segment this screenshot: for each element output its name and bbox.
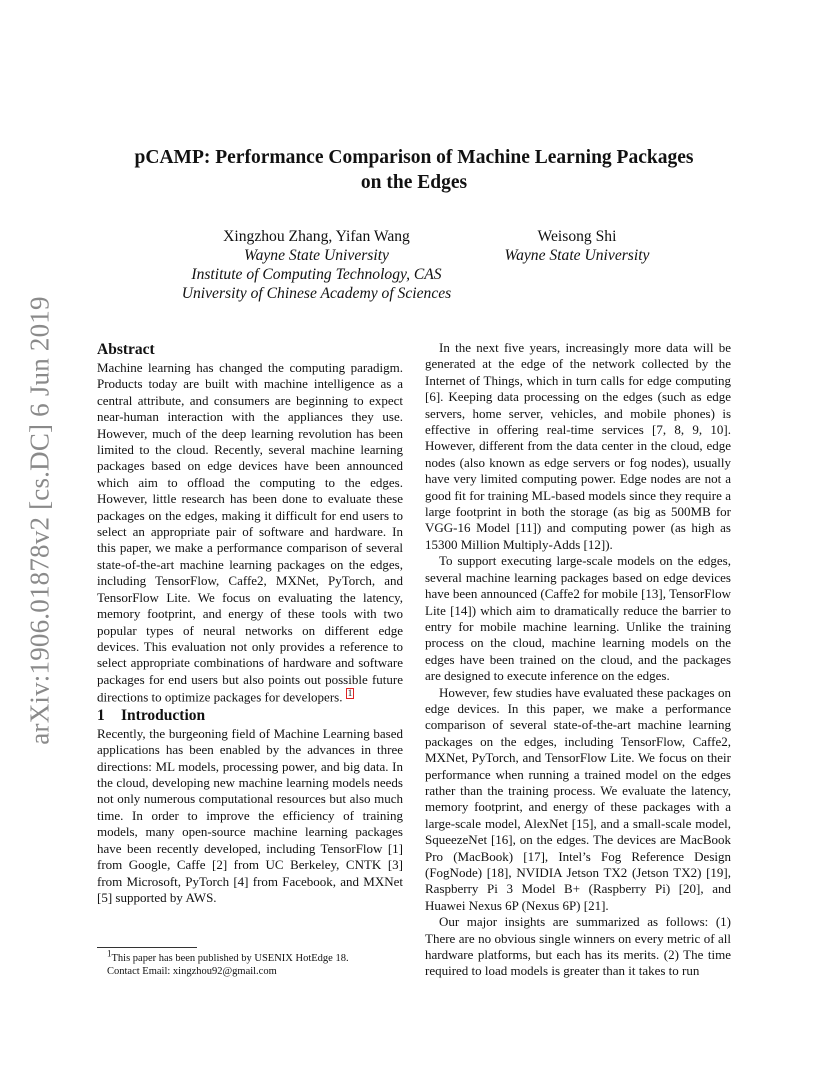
section-number: 1: [97, 706, 105, 724]
title-line-1: pCAMP: Performance Comparison of Machine Learning Packages: [134, 147, 694, 168]
section-title: Introduction: [121, 706, 206, 724]
author-names: Xingzhou Zhang, Yifan Wang: [223, 228, 410, 245]
author-names: Weisong Shi: [537, 228, 617, 245]
footnote-divider: [97, 947, 197, 948]
intro-paragraph-3: To support executing large-scale models on the edges, several machine learning packages based on edge devices have been announced (Caffe2 for mobile [13], TensorFlow Lite [14]) which aim to dramatically reduce the barrier to entry for mobile machine learning. Unlike the training process on the cloud, machine learning models on the edges have been trained on the cloud, and the packages are designed to execute inference on the edges.: [425, 553, 731, 684]
intro-paragraph-4: However, few studies have evaluated these packages on edge devices. In this paper, we make a performance comparison of several state-of-the-art machine learning packages on the edges, including TensorFlow, Caffe2, MXNet, PyTorch, and TensorFlow Lite. We focus on their performance when running a trained model on the edges rather than the training process. We evaluate the latency, memory footprint, and energy of these packages with a large-scale model, AlexNet [15], and a small-scale model, SqueezeNet [16], on the edges. The devices are MacBook Pro (MacBook) [17], Intel’s Fog Reference Design (FogNode) [18], NVIDIA Jetson TX2 (Jetson TX2) [19], Raspberry Pi 3 Model B+ (Raspberry Pi) [20], and Huawei Nexus 6P (Nexus 6P) [21].: [425, 684, 731, 913]
footnote-mark: 1: [107, 948, 112, 959]
author-block-2: [480, 227, 674, 265]
author-block-1: [150, 227, 483, 303]
intro-paragraph-2: In the next five years, increasingly more data will be generated at the edge of the network collected by the Internet of Things, which in turn calls for edge computing [6]. Keeping data processing on the edges (such as edge servers, home server, vehicles, and mobile phones) is effective in offering real-time services [7, 8, 9, 10]. However, different from the data center in the cloud, edge nodes (also known as edge servers or fog nodes), usually have very limited computing power. Edge nodes are not a good fit for training ML-based models since they require a large footprint in both the storage (as big as 500MB for VGG-16 Model [11]) and computing power (as high as 15300 Million Multiply-Adds [12]).: [425, 340, 731, 552]
author-affiliation: Institute of Computing Technology, CAS: [191, 266, 442, 283]
abstract-text: [97, 360, 403, 706]
abstract-body: Machine learning has changed the computing paradigm. Products today are built with machine intelligence as a central attribute, and consumers are beginning to expect near-human interaction with the appliances they use. However, much of the deep learning revolution has been limited to the cloud. Recently, several machine learning packages based on edge devices have been announced which aim to offload the computing to the edges. However, little research has been done to evaluate these packages on the edges, making it difficult for end users to select an appropriate pair of software and hardware. In this paper, we make a performance comparison of several state-of-the-art machine learning packages on the edges, including TensorFlow, Caffe2, MXNet, PyTorch, and TensorFlow Lite. We focus on evaluating the latency, memory footprint, and energy of these tools with two popular types of neural networks on different edge devices. This evaluation not only provides a reference to select appropriate combinations of hardware and software packages for end users but also points out possible future directions to optimize packages for developers.: [97, 360, 403, 705]
paper-title: [0, 145, 828, 195]
footnote: [97, 948, 403, 978]
intro-paragraph-5: Our major insights are summarized as follows: (1) There are no obvious single winners on every metric of all hardware platforms, but each has its merits. (2) The time required to load models is greater than it takes to run: [425, 914, 731, 979]
abstract-heading: Abstract: [97, 341, 155, 358]
footnote-link[interactable]: 1: [347, 688, 353, 699]
left-column: [97, 340, 403, 906]
author-affiliation: University of Chinese Academy of Sciences: [181, 285, 452, 302]
right-column: [425, 340, 731, 980]
arxiv-identifier-text: arXiv:1906.01878v2 [cs.DC] 6 Jun 2019: [24, 295, 55, 745]
arxiv-identifier-stamp: [20, 200, 60, 840]
footnote-line-2: Contact Email: xingzhou92@gmail.com: [107, 966, 277, 977]
introduction-heading: [97, 706, 403, 726]
intro-paragraph-1: Recently, the burgeoning field of Machine Learning based applications has been enabled by the advances in three directions: ML models, processing power, and big data. In the cloud, developing new machine learning models needs not only numerous computational resources but also much time. In order to improve the efficiency of training models, many open-source machine learning packages have been recently developed, including TensorFlow [1] from Google, Caffe [2] from UC Berkeley, CNTK [3] from Microsoft, PyTorch [4] from Facebook, and MXNet [5] supported by AWS.: [97, 725, 403, 905]
author-affiliation: Wayne State University: [244, 247, 389, 264]
title-line-2: on the Edges: [360, 172, 468, 193]
footnote-publication: This paper has been published by USENIX HotEdge 18.: [111, 953, 349, 964]
footnote-line-1: [97, 948, 403, 965]
author-affiliation: Wayne State University: [504, 247, 650, 264]
